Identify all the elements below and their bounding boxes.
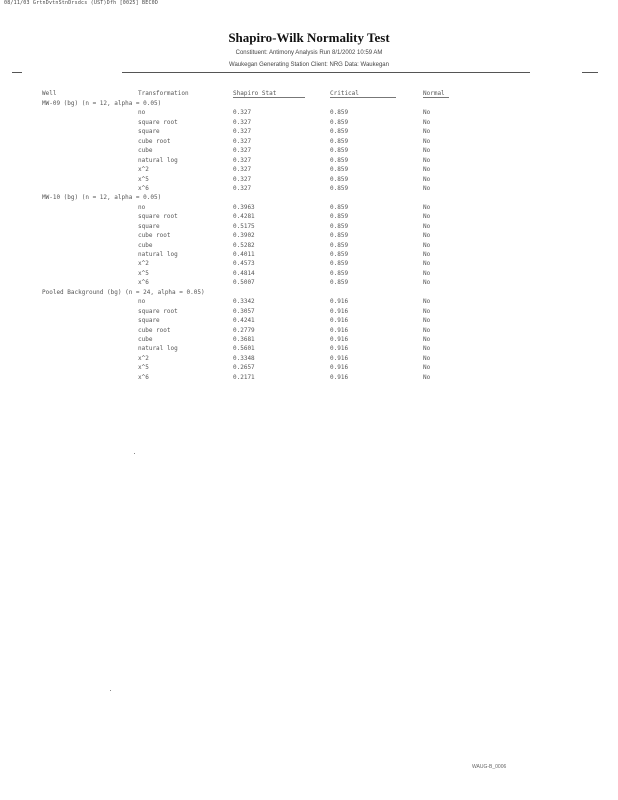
statistic-cell: 0.327 (233, 128, 252, 136)
report-subtitle-line1: Constituent: Antimony Analysis Run 8/1/2002 10:59 AM (235, 50, 383, 56)
statistic-cell: 0.327 (233, 147, 252, 155)
column-header-transformation: Transformation (138, 90, 189, 97)
critical-cell: 0.859 (330, 118, 349, 126)
statistic-cell: 0.3902 (233, 232, 255, 240)
critical-cell: 0.916 (330, 326, 349, 334)
statistic-cell: 0.327 (233, 184, 252, 192)
group-header-row (0, 194, 618, 203)
column-header-well: Well (42, 90, 57, 97)
critical-cell: 0.916 (330, 307, 349, 315)
normal-cell: No (423, 317, 431, 325)
normal-cell: No (423, 269, 431, 277)
normal-cell: No (423, 128, 431, 136)
critical-cell: 0.916 (330, 364, 349, 372)
table-row (0, 279, 618, 288)
fax-header: 08/11/03 GrtnDvtnStnDrsdcs (UST)Dfh [0025] BEC0D (4, 0, 159, 6)
normal-cell: No (423, 175, 431, 183)
normal-cell: No (423, 166, 431, 174)
table-row (0, 109, 618, 118)
normal-cell: No (423, 335, 431, 343)
statistic-cell: 0.2657 (233, 364, 255, 372)
column-header-calc: Shapiro Stat (233, 90, 305, 98)
transformation-cell: x^2 (138, 260, 149, 268)
critical-cell: 0.859 (330, 232, 349, 240)
report-title: Shapiro-Wilk Normality Test (228, 30, 390, 45)
statistic-cell: 0.327 (233, 118, 252, 126)
transformation-cell: no (138, 298, 146, 306)
statistic-cell: 0.4241 (233, 317, 255, 325)
scan-speck (134, 453, 135, 454)
statistic-cell: 0.5007 (233, 279, 255, 287)
normal-cell: No (423, 213, 431, 221)
transformation-cell: x^5 (138, 269, 149, 277)
transformation-cell: x^5 (138, 364, 149, 372)
transformation-cell: cube root (138, 232, 171, 240)
table-row (0, 317, 618, 326)
critical-cell: 0.916 (330, 345, 349, 353)
table-row (0, 213, 618, 222)
column-header-critical: Critical (330, 90, 396, 98)
statistic-cell: 0.4281 (233, 213, 255, 221)
group-label: MW-09 (bg) (n = 12, alpha = 0.05) (42, 100, 162, 107)
critical-cell: 0.859 (330, 166, 349, 174)
critical-cell: 0.859 (330, 241, 349, 249)
transformation-cell: square (138, 128, 160, 136)
critical-cell: 0.859 (330, 251, 349, 258)
transformation-cell: x^6 (138, 373, 149, 381)
table-row (0, 298, 618, 307)
transformation-cell: x^2 (138, 166, 149, 174)
statistic-cell: 0.4011 (233, 251, 255, 258)
normal-cell: No (423, 279, 431, 287)
statistic-cell: 0.3057 (233, 307, 255, 315)
normal-cell: No (423, 354, 431, 362)
critical-cell: 0.859 (330, 203, 349, 211)
statistic-cell: 0.327 (233, 109, 252, 117)
transformation-cell: square root (138, 118, 178, 126)
critical-cell: 0.916 (330, 335, 349, 343)
critical-cell: 0.916 (330, 354, 349, 362)
normal-cell: No (423, 307, 431, 315)
statistic-cell: 0.327 (233, 156, 252, 164)
statistic-cell: 0.327 (233, 175, 252, 183)
transformation-cell: x^2 (138, 354, 149, 362)
table-row (0, 232, 618, 241)
critical-cell: 0.859 (330, 137, 349, 145)
critical-cell: 0.859 (330, 260, 349, 268)
normal-cell: No (423, 345, 431, 353)
normal-cell: No (423, 232, 431, 240)
critical-cell: 0.859 (330, 128, 349, 136)
normal-cell: No (423, 364, 431, 372)
normal-cell: No (423, 298, 431, 306)
statistic-cell: 0.2171 (233, 373, 255, 381)
normal-cell: No (423, 203, 431, 211)
normal-cell: No (423, 184, 431, 192)
transformation-cell: x^6 (138, 279, 149, 287)
critical-cell: 0.859 (330, 279, 349, 287)
transformation-cell: square (138, 222, 160, 230)
table-row (0, 355, 618, 364)
table-row (0, 204, 618, 213)
group-header-row (0, 289, 618, 298)
normal-cell: No (423, 373, 431, 381)
statistic-cell: 0.3963 (233, 203, 255, 211)
transformation-cell: cube (138, 335, 153, 343)
statistic-cell: 0.327 (233, 137, 252, 145)
table-row (0, 185, 618, 194)
normal-cell: No (423, 251, 431, 258)
critical-cell: 0.859 (330, 175, 349, 183)
statistic-cell: 0.2779 (233, 326, 255, 334)
critical-cell: 0.916 (330, 298, 349, 306)
group-label: Pooled Background (bg) (n = 24, alpha = 0.05) (42, 288, 205, 296)
transformation-cell: cube root (138, 137, 171, 145)
table-row (0, 157, 618, 166)
table-row (0, 260, 618, 269)
table-row (0, 119, 618, 128)
header-rule (122, 72, 530, 73)
statistic-cell: 0.4814 (233, 269, 255, 277)
critical-cell: 0.859 (330, 213, 349, 221)
table-row (0, 138, 618, 147)
column-header-normal: Normal (423, 90, 449, 98)
critical-cell: 0.916 (330, 373, 349, 381)
transformation-cell: square (138, 317, 160, 325)
group-label: MW-10 (bg) (n = 12, alpha = 0.05) (42, 194, 162, 202)
transformation-cell: natural log (138, 251, 178, 258)
table-row (0, 176, 618, 185)
statistic-cell: 0.3342 (233, 298, 255, 306)
statistic-cell: 0.5601 (233, 345, 255, 353)
normal-cell: No (423, 109, 431, 117)
statistic-cell: 0.4573 (233, 260, 255, 268)
transformation-cell: x^5 (138, 175, 149, 183)
statistic-cell: 0.5175 (233, 222, 255, 230)
normal-cell: No (423, 222, 431, 230)
scan-speck (110, 690, 111, 691)
statistic-cell: 0.327 (233, 166, 252, 174)
table-row (0, 374, 618, 383)
statistic-cell: 0.5282 (233, 241, 255, 249)
table-row (0, 345, 618, 354)
critical-cell: 0.859 (330, 184, 349, 192)
table-row (0, 166, 618, 175)
table-row (0, 327, 618, 336)
transformation-cell: natural log (138, 345, 178, 353)
transformation-cell: cube root (138, 326, 171, 334)
transformation-cell: square root (138, 307, 178, 315)
table-row (0, 251, 618, 260)
critical-cell: 0.859 (330, 109, 349, 117)
transformation-cell: cube (138, 147, 153, 155)
transformation-cell: no (138, 109, 146, 117)
normal-cell: No (423, 137, 431, 145)
normal-cell: No (423, 326, 431, 334)
normal-cell: No (423, 241, 431, 249)
header-rule-right (582, 72, 598, 73)
critical-cell: 0.859 (330, 147, 349, 155)
normal-cell: No (423, 260, 431, 268)
header-rule-left (12, 72, 22, 73)
transformation-cell: x^6 (138, 184, 149, 192)
report-subtitle-line2: Waukegan Generating Station Client: NRG Data: Waukegan (229, 62, 389, 68)
critical-cell: 0.859 (330, 222, 349, 230)
critical-cell: 0.859 (330, 269, 349, 277)
footer-code: WAUG-B_0006 (472, 764, 507, 770)
results-table (0, 100, 618, 383)
transformation-cell: no (138, 203, 146, 211)
critical-cell: 0.916 (330, 317, 349, 325)
critical-cell: 0.859 (330, 156, 349, 164)
statistic-cell: 0.3681 (233, 335, 255, 343)
normal-cell: No (423, 156, 431, 164)
table-row (0, 147, 618, 156)
table-row (0, 128, 618, 137)
table-row (0, 270, 618, 279)
transformation-cell: square root (138, 213, 178, 221)
table-row (0, 336, 618, 345)
group-header-row (0, 100, 618, 109)
normal-cell: No (423, 118, 431, 126)
transformation-cell: cube (138, 241, 153, 249)
table-row (0, 242, 618, 251)
table-row (0, 223, 618, 232)
statistic-cell: 0.3348 (233, 354, 255, 362)
transformation-cell: natural log (138, 156, 178, 164)
table-row (0, 364, 618, 373)
normal-cell: No (423, 147, 431, 155)
table-row (0, 308, 618, 317)
